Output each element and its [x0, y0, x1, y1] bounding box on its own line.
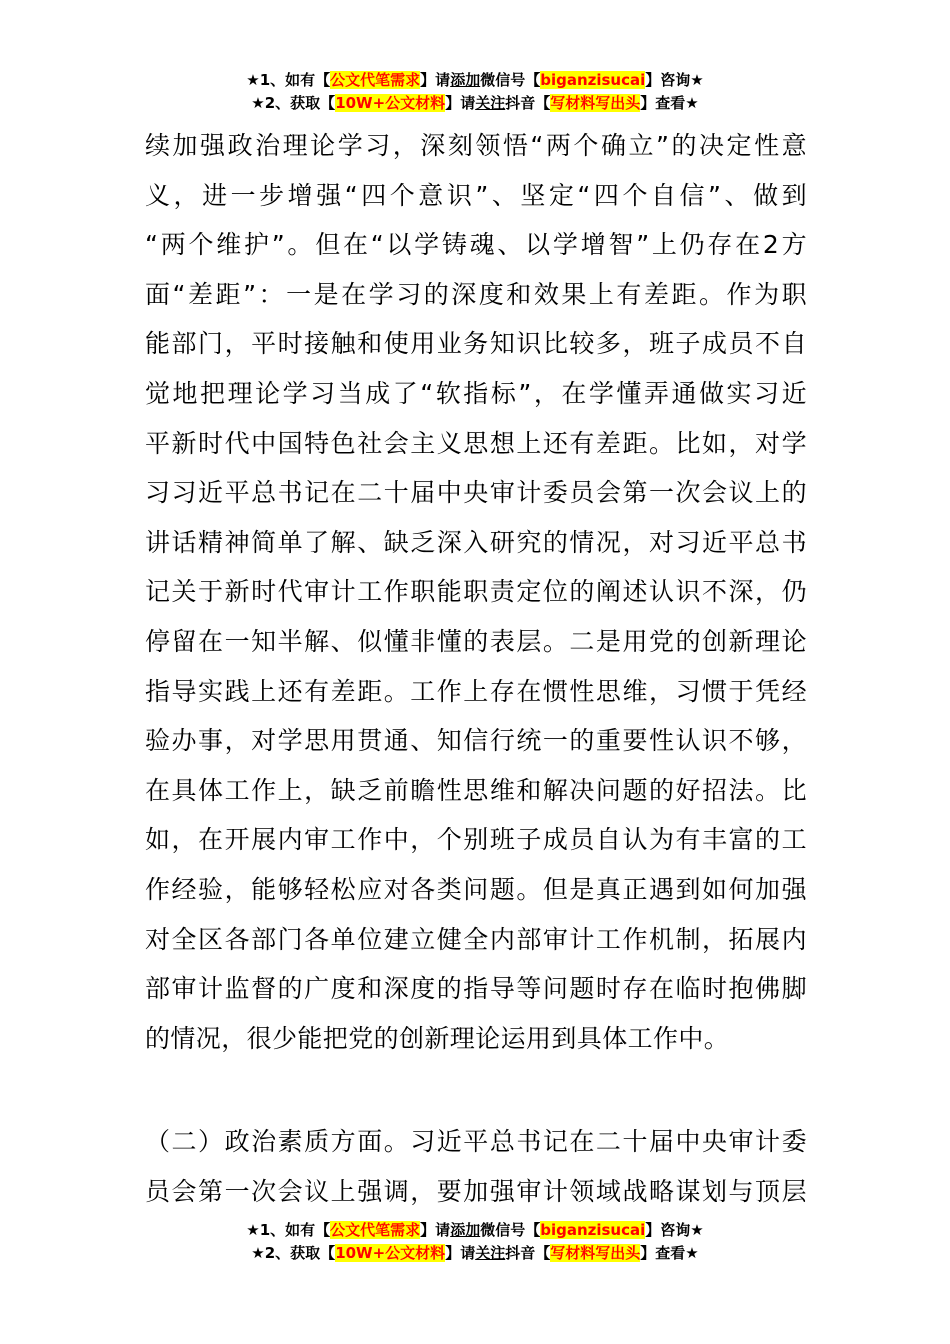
- promo-text: 微信号【: [480, 71, 541, 89]
- text-line: 觉地把理论学习当成了“软指标”，在学懂弄通做实习近: [145, 378, 807, 408]
- text-line: 记关于新时代审计工作职能职责定位的阐述认识不深，仍: [145, 577, 807, 607]
- text-line: 验办事，对学思用贯通、知信行统一的重要性认识不够，: [145, 726, 807, 756]
- underlined-text: 关注: [475, 94, 506, 112]
- text-line: 义，进一步增强“四个意识”、坚定“四个自信”、做到: [145, 180, 807, 210]
- text-line: 能部门，平时接触和使用业务知识比较多，班子成员不自: [145, 329, 807, 359]
- promo-text: ★2、获取【: [251, 1244, 336, 1262]
- text-line: 在具体工作上，缺乏前瞻性思维和解决问题的好招法。比: [145, 775, 807, 805]
- promo-text: 】查看★: [640, 94, 699, 112]
- promo-text: 】请: [445, 1244, 476, 1262]
- promo-line-1: [0, 1219, 950, 1242]
- promo-line-2: [0, 1242, 950, 1265]
- promo-text: 】请: [420, 71, 451, 89]
- highlight-text: 10W+公文材料: [335, 94, 446, 112]
- body-paragraph-1: [145, 121, 807, 1063]
- text-line: 对全区各部门各单位建立健全内部审计工作机制，拓展内: [145, 924, 807, 954]
- text-line: 面“差距”：一是在学习的深度和效果上有差距。作为职: [145, 279, 807, 309]
- text-line: 停留在一知半解、似懂非懂的表层。二是用党的创新理论: [145, 626, 807, 656]
- promo-line-1: [0, 69, 950, 92]
- promo-text: 】咨询★: [645, 71, 704, 89]
- promo-header: [0, 69, 950, 115]
- body-paragraph-2: [145, 1117, 807, 1216]
- text-line: 讲话精神简单了解、缺乏深入研究的情况，对习近平总书: [145, 527, 807, 557]
- section-heading-line: （二）政治素质方面。习近平总书记在二十届中央审计委: [145, 1127, 807, 1156]
- text-line: 指导实践上还有差距。工作上存在惯性思维，习惯于凭经: [145, 676, 807, 706]
- promo-text: 】查看★: [640, 1244, 699, 1262]
- text-line: 续加强政治理论学习，深刻领悟“两个确立”的决定性意: [145, 131, 807, 160]
- highlight-text: 公文代笔需求: [330, 1221, 421, 1239]
- promo-text: 】请: [445, 94, 476, 112]
- underlined-text: 添加: [450, 1221, 481, 1239]
- promo-text: ★2、获取【: [251, 94, 336, 112]
- text-line: 部审计监督的广度和深度的指导等问题时存在临时抱佛脚: [145, 974, 807, 1004]
- promo-text: ★1、如有【: [246, 1221, 331, 1239]
- text-line: 习习近平总书记在二十届中央审计委员会第一次会议上的: [145, 478, 807, 508]
- wechat-id: biganzisucai: [540, 1221, 646, 1239]
- promo-text: 抖音【: [505, 94, 551, 112]
- text-line: 平新时代中国特色社会主义思想上还有差距。比如，对学: [145, 428, 807, 458]
- promo-text: ★1、如有【: [246, 71, 331, 89]
- wechat-id: biganzisucai: [540, 71, 646, 89]
- douyin-account: 写材料写出头: [550, 94, 641, 112]
- text-line: 作经验，能够轻松应对各类问题。但是真正遇到如何加强: [145, 874, 807, 904]
- promo-text: 抖音【: [505, 1244, 551, 1262]
- douyin-account: 写材料写出头: [550, 1244, 641, 1262]
- promo-footer: [0, 1219, 950, 1265]
- promo-text: 】请: [420, 1221, 451, 1239]
- highlight-text: 公文代笔需求: [330, 71, 421, 89]
- text-line: “两个维护”。但在“以学铸魂、以学增智”上仍存在2方: [145, 230, 807, 260]
- underlined-text: 关注: [475, 1244, 506, 1262]
- underlined-text: 添加: [450, 71, 481, 89]
- promo-text: 】咨询★: [645, 1221, 704, 1239]
- text-line: 员会第一次会议上强调，要加强审计领域战略谋划与顶层: [145, 1176, 807, 1206]
- text-line: 如，在开展内审工作中，个别班子成员自认为有丰富的工: [145, 825, 807, 855]
- promo-text: 微信号【: [480, 1221, 541, 1239]
- text-line: 的情况，很少能把党的创新理论运用到具体工作中。: [145, 1023, 730, 1053]
- highlight-text: 10W+公文材料: [335, 1244, 446, 1262]
- promo-line-2: [0, 92, 950, 115]
